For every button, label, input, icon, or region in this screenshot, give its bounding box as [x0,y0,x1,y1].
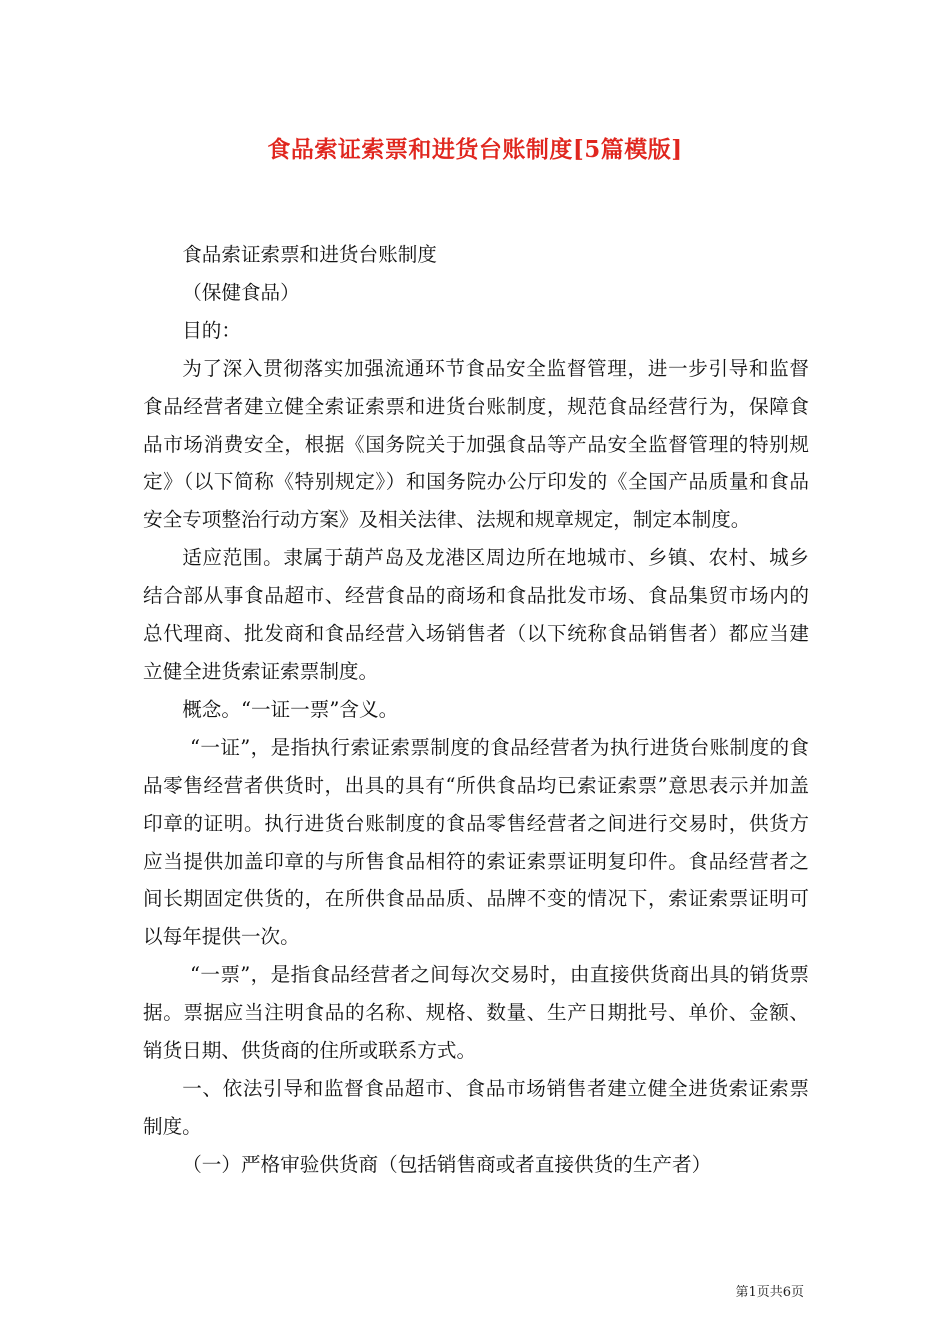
subsection-one-heading: （一）严格审验供货商（包括销售商或者直接供货的生产者） [182,1152,712,1176]
purpose-paragraph: 为了深入贯彻落实加强流通环节食品安全监督管理，进一步引导和监督食品经营者建立健全索证索票和进货台账制度，规范食品经营行为，保障食品市场消费安全，根据《国务院关于加强食品等产品安全监督管理的特别规定》（以下简称《特别规定》）和国务院办公厅印发的《全国产品质量和食品安全专项整治行动方案》及相关法律、法规和规章规定，制定本制度。 [143,356,809,532]
document-body [143,236,809,1184]
concept-paragraph: 概念。“一证一票”含义。 [182,697,399,721]
page-number: 第1页共6页 [735,1285,804,1300]
certificate-definition-paragraph: “一证”，是指执行索证索票制度的食品经营者为执行进货台账制度的食品零售经营者供货时，出具的具有“所供食品均已索证索票”意思表示并加盖印章的证明。执行进货台账制度的食品零售经营者之间进行交易时，供货方应当提供加盖印章的与所售食品相符的索证索票证明复印件。食品经营者之间长期固定供货的，在所供食品品质、品牌不变的情况下，索证索票证明可以每年提供一次。 [143,735,809,949]
category-paragraph: （保健食品） [182,280,300,304]
subtitle-paragraph: 食品索证索票和进货台账制度 [182,243,437,266]
scope-paragraph: 适应范围。隶属于葫芦岛及龙港区周边所在地城市、乡镇、农村、城乡结合部从事食品超市、经营食品的商场和食品批发市场、食品集贸市场内的总代理商、批发商和食品经营入场销售者（以下统称食品销售者）都应当建立健全进货索证索票制度。 [143,546,809,683]
receipt-definition-paragraph: “一票”，是指食品经营者之间每次交易时，由直接供货商出具的销货票据。票据应当注明食品的名称、规格、数量、生产日期批号、单价、金额、销货日期、供货商的住所或联系方式。 [143,963,809,1063]
section-one-heading: 一、依法引导和监督食品超市、食品市场销售者建立健全进货索证索票制度。 [143,1076,809,1138]
purpose-heading: 目的： [182,318,241,342]
document-title: 食品索证索票和进货台账制度[5篇模版] [267,136,683,163]
